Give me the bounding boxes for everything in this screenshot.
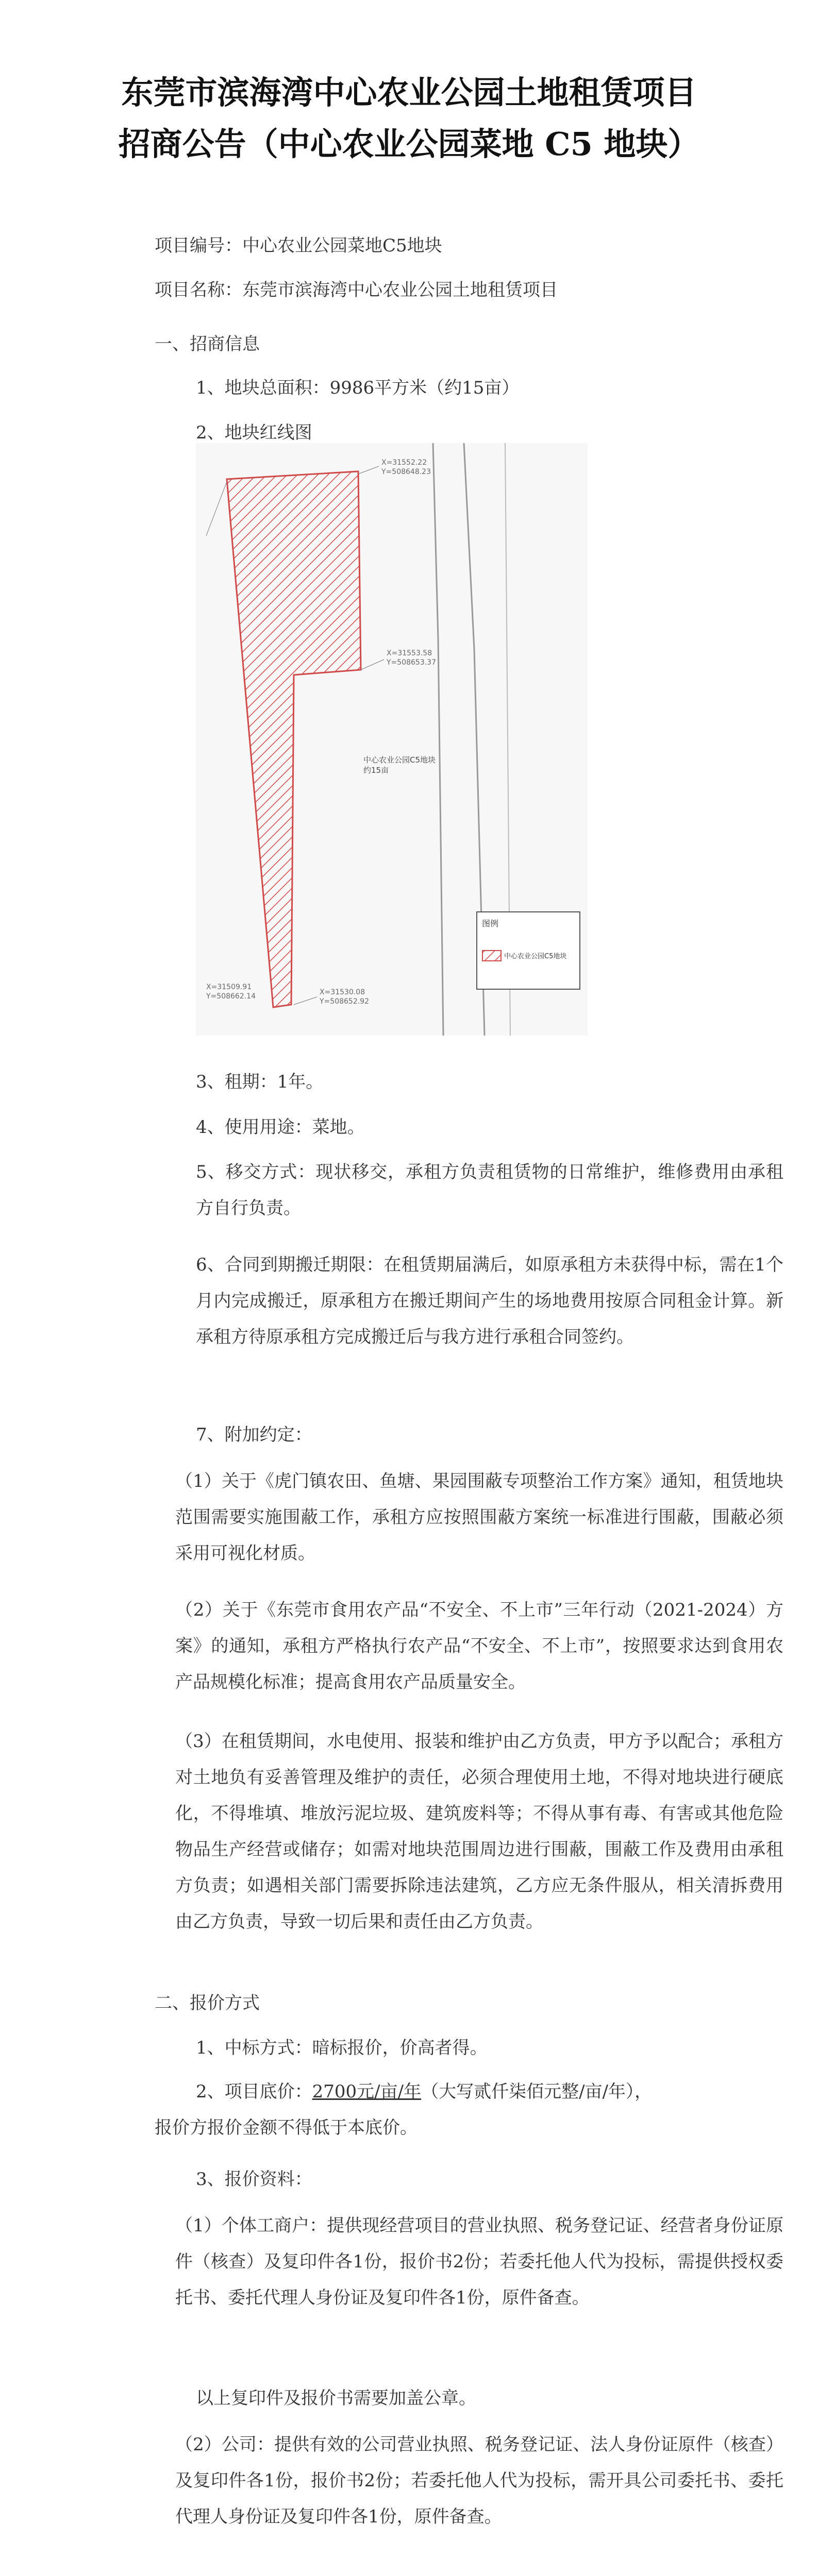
- site-map-heading: 2、地块红线图: [196, 422, 312, 443]
- project-number: 项目编号：中心农业公园菜地C5地块: [155, 235, 442, 256]
- term-fencing: （1）关于《虎门镇农田、鱼塘、果园围蔽专项整治工作方案》通知，租赁地块范围需要实施围蔽工作，承租方应按照围蔽方案统一标准进行围蔽，围蔽必须采用可视化材质。: [175, 1471, 783, 1564]
- legend-item: 中心农业公园C5地块: [504, 953, 567, 960]
- section-2-heading: 二、报价方式: [155, 1993, 260, 2013]
- reserve-price: [196, 2079, 652, 2105]
- lease-term: 3、租期：1年。: [196, 1072, 324, 1092]
- parcel-area-label: 约15亩: [363, 766, 389, 775]
- handover-method: 5、移交方式：现状移交，承租方负责租赁物的日常维护，维修费用由承租方自行负责。: [196, 1162, 783, 1218]
- reserve-price-words: （大写贰仟柒佰元整/亩/年），: [421, 2081, 652, 2102]
- title-line-1: 东莞市滨海湾中心农业公园土地租赁项目: [121, 74, 697, 111]
- bid-docs-sole-trader: （1）个体工商户：提供现经营项目的营业执照、税务登记证、经营者身份证原件（核查）及复印件各1份，报价书2份；若委托他人代为投标，需提供授权委托书、委托代理人身份证及复印件各1份，原件备查。: [175, 2215, 783, 2308]
- reserve-price-value: 2700元/亩/年: [312, 2081, 422, 2102]
- land-use: 4、使用用途：菜地。: [196, 1117, 365, 1138]
- coord-label: Y=508652.92: [320, 997, 369, 1006]
- relocation-deadline: 6、合同到期搬迁期限：在租赁期届满后，如原承租方未获得中标，需在1个月内完成搬迁，原承租方在搬迁期间产生的场地费用按原合同租金计算。新承租方待原承租方完成搬迁后与我方进行承租合同签约。: [196, 1255, 783, 1347]
- coord-label: Y=508653.37: [387, 658, 436, 667]
- additional-terms-heading: 7、附加约定：: [196, 1425, 312, 1445]
- site-red-line-map: [196, 443, 588, 1036]
- coord-label: Y=508648.23: [381, 468, 431, 476]
- project-name: 项目名称：东莞市滨海湾中心农业公园土地租赁项目: [155, 280, 558, 300]
- section-1-heading: 一、招商信息: [155, 334, 260, 354]
- coord-label: X=31509.91: [206, 983, 252, 991]
- coord-label: X=31553.58: [387, 649, 432, 657]
- title-line-2: 招商公告（中心农业公园菜地 C5 地块）: [118, 125, 700, 163]
- site-area: 1、地块总面积：9986平方米（约15亩）: [196, 378, 520, 398]
- coord-label: X=31530.08: [320, 988, 365, 996]
- parcel-label: 中心农业公园C5地块: [363, 755, 436, 765]
- bid-method: 1、中标方式：暗标报价，价高者得。: [196, 2038, 488, 2058]
- bid-docs-company: （2）公司：提供有效的公司营业执照、税务登记证、法人身份证原件（核查）及复印件各1份，报价书2份；若委托他人代为投标，需开具公司委托书、委托代理人身份证及复印件各1份，原件备查。: [175, 2434, 783, 2527]
- legend-swatch: [482, 951, 501, 961]
- reserve-price-note: 报价方报价金额不得低于本底价。: [155, 2117, 418, 2138]
- reserve-price-label: 2、项目底价：: [196, 2081, 312, 2102]
- term-utilities: （3）在租赁期间，水电使用、报装和维护由乙方负责，甲方予以配合；承租方对土地负有妥善管理及维护的责任，必须合理使用土地，不得对地块进行硬底化，不得堆填、堆放污泥垃圾、建筑废料等；不得从事有毒、有害或其他危险物品生产经营或储存；如需对地块范围周边进行围蔽，围蔽工作及费用由承租方负责；如遇相关部门需要拆除违法建筑，乙方应无条件服从，相关清拆费用由乙方负责，导致一切后果和责任由乙方负责。: [175, 1731, 783, 1932]
- legend-title: 图例: [482, 919, 499, 928]
- coord-label: X=31552.22: [381, 459, 427, 467]
- coord-label: Y=508662.14: [206, 992, 256, 1001]
- bid-documents-heading: 3、报价资料：: [196, 2169, 312, 2190]
- term-food-safety: （2）关于《东莞市食用农产品“不安全、不上市”三年行动（2021-2024）方案》的通知，承租方严格执行农产品“不安全、不上市”，按照要求达到食用农产品规模化标准；提高食用农产品质量安全。: [175, 1600, 783, 1692]
- document-title: [0, 67, 818, 170]
- bid-docs-sole-trader-note: 以上复印件及报价书需要加盖公章。: [196, 2388, 476, 2409]
